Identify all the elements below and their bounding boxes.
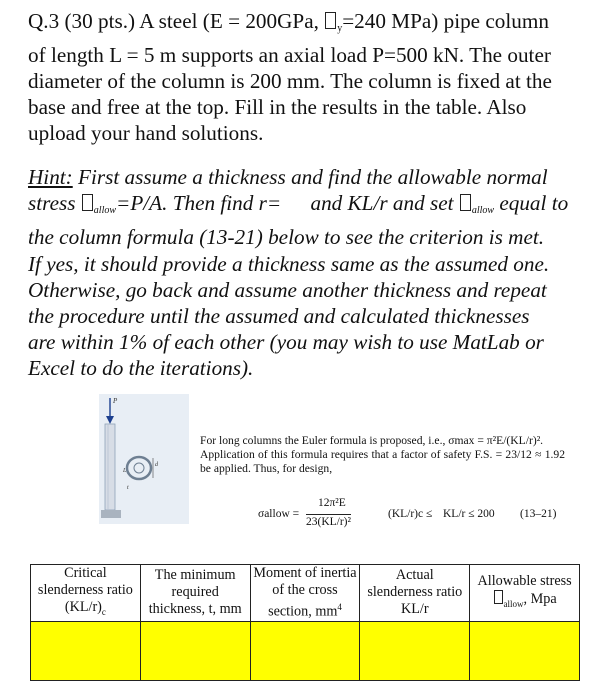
load-label: P [113, 397, 118, 405]
header-moment-of-inertia: Moment of inertia of the cross section, $mm^4$ [250, 565, 360, 622]
column-design-equation: σallow = 12π²E 23(KL/r)² (KL/r)c ≤ KL/r ≤ 200 (13–21) [258, 497, 557, 528]
answer-row[interactable] [31, 621, 580, 680]
diameter-label: d [155, 462, 158, 468]
euler-formula-text: For long columns the Euler formula is proposed, i.e., σmax = π²E/(KL/r)². Application of this formula requires that a factor of safety F.S. = 23/12 ≈ 1.92 be applied. Thus, for design, [200, 434, 565, 475]
results-table [30, 564, 580, 681]
question-text: Q.3 (30 pts.) A steel (E = 200GPa, $_y$=240 MPa) pipe column of length L = 5 m supports an axial load P=500 kN. The outer diameter of the column is 200 mm. The column is fixed at the base and free at the top. Fill in the results in the table. Also upload your hand solutions. [28, 9, 552, 145]
answer-actual-slenderness[interactable] [360, 621, 470, 680]
thickness-label: t [127, 485, 129, 491]
missing-symbol-box [82, 194, 93, 211]
missing-symbol-box [460, 194, 471, 211]
answer-allowable-stress[interactable] [470, 621, 580, 680]
column-figure [99, 394, 189, 524]
answer-critical-slenderness[interactable] [31, 621, 141, 680]
fixed-base [101, 510, 121, 518]
length-label: L [123, 468, 127, 474]
answer-min-thickness[interactable] [140, 621, 250, 680]
hint-text: Hint: First assume a thickness and find the allowable normal stress $_{allow}$=P/A. Then find r= and KL/r and set $_{allow}$ equal to the column formula (13-21) below to see the criterion is met. If yes, it should provide a thickness same as the assumed one. Otherwise, go back and assume another thickness and repeat the procedure until the assumed and calculated thicknesses are within 1% of each other (you may wish to use MatLab or Excel to do the iterations). [28, 165, 569, 381]
header-critical-slenderness: Critical slenderness ratio $(KL/r)_c$ [31, 565, 141, 622]
answer-moment-of-inertia[interactable] [250, 621, 360, 680]
table-header-row [31, 565, 580, 622]
header-min-thickness: The minimum required thickness, t, mm [140, 565, 250, 622]
header-actual-slenderness: Actual slenderness ratio KL/r [360, 565, 470, 622]
pipe-column [105, 424, 115, 510]
missing-symbol-box [325, 12, 336, 29]
header-allowable-stress: Allowable stress $_{allow}$, Mpa [470, 565, 580, 622]
missing-symbol-box [494, 590, 503, 604]
hint-label: Hint: [28, 165, 73, 189]
